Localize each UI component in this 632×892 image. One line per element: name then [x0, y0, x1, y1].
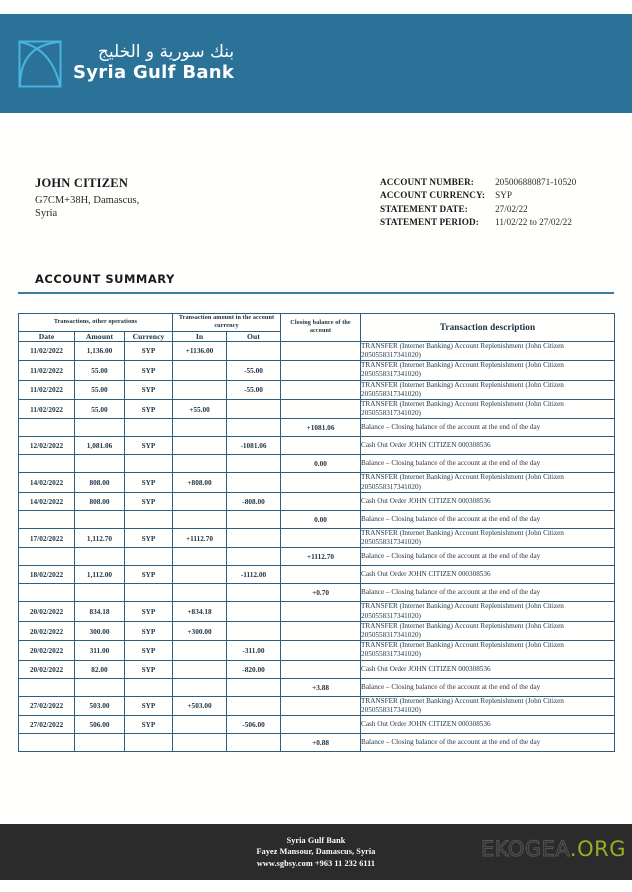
account-info-labels: [380, 176, 485, 230]
account-currency-value: SYP: [495, 190, 512, 201]
cell-currency: SYP: [125, 400, 173, 419]
cell-description: Balance – Closing balance of the account at the end of the day: [361, 678, 615, 696]
cell-description: Cash Out Order JOHN CITIZEN 000308536: [361, 716, 615, 734]
transactions-table: [18, 313, 615, 752]
cell-currency: SYP: [125, 361, 173, 380]
cell-out: [227, 602, 281, 621]
cell-in: [173, 492, 227, 510]
cell-date: 27/02/2022: [19, 696, 75, 715]
cell-amount: 1,081.06: [75, 437, 125, 455]
cell-in: [173, 455, 227, 473]
cell-description: TRANSFER (Internet Banking) Account Replenishment (John Citizen 2050558317341020): [361, 528, 615, 547]
customer-address: [35, 194, 335, 222]
cell-balance: [281, 473, 361, 492]
statement-date-value: 27/02/22: [495, 203, 528, 214]
cell-amount: [75, 455, 125, 473]
cell-balance: [281, 437, 361, 455]
cell-out: -55.00: [227, 380, 281, 399]
cell-balance: [281, 716, 361, 734]
table-body: [19, 341, 615, 751]
cell-amount: 506.00: [75, 716, 125, 734]
cell-amount: 808.00: [75, 492, 125, 510]
cell-currency: [125, 419, 173, 437]
cell-amount: 808.00: [75, 473, 125, 492]
cell-date: [19, 678, 75, 696]
cell-in: +834.18: [173, 602, 227, 621]
cell-in: [173, 566, 227, 584]
cell-out: [227, 528, 281, 547]
table-row: [19, 584, 615, 602]
cell-balance: +1081.06: [281, 419, 361, 437]
cell-amount: [75, 510, 125, 528]
cell-in: +300.00: [173, 621, 227, 640]
cell-date: 20/02/2022: [19, 641, 75, 660]
cell-description: Balance – Closing balance of the account at the end of the day: [361, 419, 615, 437]
cell-balance: +0.88: [281, 734, 361, 752]
cell-out: [227, 678, 281, 696]
cell-currency: [125, 584, 173, 602]
cell-amount: 1,112.00: [75, 566, 125, 584]
cell-out: -808.00: [227, 492, 281, 510]
cell-currency: SYP: [125, 641, 173, 660]
table-row: [19, 473, 615, 492]
cell-out: -506.00: [227, 716, 281, 734]
cell-currency: SYP: [125, 528, 173, 547]
cell-description: TRANSFER (Internet Banking) Account Replenishment (John Citizen 2050558317341020): [361, 696, 615, 715]
cell-balance: [281, 528, 361, 547]
bank-logo: [18, 40, 234, 88]
cell-description: TRANSFER (Internet Banking) Account Replenishment (John Citizen 2050558317341020): [361, 361, 615, 380]
cell-date: 27/02/2022: [19, 716, 75, 734]
cell-date: [19, 510, 75, 528]
cell-out: [227, 341, 281, 360]
cell-date: [19, 455, 75, 473]
cell-amount: 55.00: [75, 361, 125, 380]
cell-date: [19, 584, 75, 602]
cell-balance: [281, 621, 361, 640]
header-amount: Amount: [75, 331, 125, 341]
cell-date: 20/02/2022: [19, 602, 75, 621]
watermark-primary: EKOGEA: [480, 837, 570, 861]
cell-in: [173, 584, 227, 602]
cell-out: -1112.00: [227, 566, 281, 584]
cell-description: Cash Out Order JOHN CITIZEN 000308536: [361, 660, 615, 678]
table-row: [19, 361, 615, 380]
bank-header-bar: [0, 14, 632, 113]
cell-currency: SYP: [125, 437, 173, 455]
table-row: [19, 566, 615, 584]
cell-description: TRANSFER (Internet Banking) Account Replenishment (John Citizen 2050558317341020): [361, 602, 615, 621]
cell-date: 14/02/2022: [19, 473, 75, 492]
cell-amount: 55.00: [75, 400, 125, 419]
header-amount-currency-group: Transaction amount in the account currency: [173, 314, 281, 332]
cell-amount: 82.00: [75, 660, 125, 678]
cell-description: TRANSFER (Internet Banking) Account Replenishment (John Citizen 2050558317341020): [361, 473, 615, 492]
bank-name-latin: Syria Gulf Bank: [73, 62, 235, 84]
cell-description: Cash Out Order JOHN CITIZEN 000308536: [361, 566, 615, 584]
statement-info-row: [0, 176, 632, 230]
cell-amount: [75, 678, 125, 696]
table-row: [19, 437, 615, 455]
cell-balance: [281, 660, 361, 678]
cell-in: [173, 641, 227, 660]
cell-date: 11/02/2022: [19, 341, 75, 360]
cell-description: TRANSFER (Internet Banking) Account Replenishment (John Citizen 2050558317341020): [361, 380, 615, 399]
cell-currency: SYP: [125, 492, 173, 510]
cell-currency: [125, 734, 173, 752]
account-number-value: 205006880871-10520: [495, 177, 577, 187]
cell-date: [19, 419, 75, 437]
cell-currency: SYP: [125, 473, 173, 492]
cell-currency: SYP: [125, 341, 173, 360]
footer-contact: [257, 835, 376, 870]
table-row: [19, 660, 615, 678]
cell-amount: 311.00: [75, 641, 125, 660]
cell-balance: +3.88: [281, 678, 361, 696]
cell-balance: [281, 566, 361, 584]
table-row: [19, 380, 615, 399]
cell-in: [173, 419, 227, 437]
statement-period-value: 11/02/22 to 27/02/22: [495, 217, 572, 228]
cell-currency: SYP: [125, 380, 173, 399]
transactions-table-wrap: [18, 313, 614, 752]
header-in: In: [173, 331, 227, 341]
cell-currency: SYP: [125, 660, 173, 678]
section-divider: [18, 292, 614, 294]
cell-date: 11/02/2022: [19, 361, 75, 380]
cell-date: 17/02/2022: [19, 528, 75, 547]
bank-name-block: [73, 43, 234, 84]
cell-date: 20/02/2022: [19, 621, 75, 640]
header-date: Date: [19, 331, 75, 341]
table-row: [19, 400, 615, 419]
table-row: [19, 341, 615, 360]
cell-balance: [281, 400, 361, 419]
cell-description: Balance – Closing balance of the account at the end of the day: [361, 734, 615, 752]
header-closing-balance: Closing balance of the account: [281, 314, 361, 342]
cell-description: TRANSFER (Internet Banking) Account Replenishment (John Citizen 2050558317341020): [361, 621, 615, 640]
account-summary-title: ACCOUNT SUMMARY: [35, 272, 175, 286]
cell-out: [227, 548, 281, 566]
table-group-header-row: [19, 314, 615, 332]
cell-in: +1112.70: [173, 528, 227, 547]
cell-in: +1136.00: [173, 341, 227, 360]
cell-out: [227, 400, 281, 419]
statement-period-label: STATEMENT PERIOD:: [380, 217, 479, 228]
cell-amount: [75, 419, 125, 437]
cell-balance: [281, 602, 361, 621]
table-row: [19, 510, 615, 528]
cell-currency: [125, 548, 173, 566]
cell-date: 20/02/2022: [19, 660, 75, 678]
statement-date-label: STATEMENT DATE:: [380, 203, 468, 214]
cell-out: [227, 419, 281, 437]
table-row: [19, 548, 615, 566]
table-row: [19, 419, 615, 437]
cell-in: [173, 380, 227, 399]
cell-currency: SYP: [125, 696, 173, 715]
cell-amount: [75, 734, 125, 752]
cell-in: [173, 548, 227, 566]
table-row: [19, 716, 615, 734]
cell-description: Balance – Closing balance of the account at the end of the day: [361, 510, 615, 528]
cell-in: [173, 361, 227, 380]
footer-address: Fayez Mansour, Damascus, Syria: [256, 847, 376, 857]
cell-amount: 55.00: [75, 380, 125, 399]
cell-amount: [75, 584, 125, 602]
cell-balance: +1112.70: [281, 548, 361, 566]
cell-balance: [281, 361, 361, 380]
cell-balance: [281, 492, 361, 510]
table-row: [19, 621, 615, 640]
account-info-block: [380, 176, 576, 230]
cell-amount: 1,136.00: [75, 341, 125, 360]
cell-out: [227, 473, 281, 492]
table-row: [19, 641, 615, 660]
cell-out: -311.00: [227, 641, 281, 660]
footer-bar: [0, 824, 632, 880]
cell-out: [227, 510, 281, 528]
header-out: Out: [227, 331, 281, 341]
cell-out: [227, 696, 281, 715]
cell-in: +503.00: [173, 696, 227, 715]
header-transaction-description: Transaction description: [361, 314, 615, 342]
cell-out: [227, 621, 281, 640]
cell-out: -1081.06: [227, 437, 281, 455]
cell-description: Cash Out Order JOHN CITIZEN 000308536: [361, 492, 615, 510]
cell-in: [173, 734, 227, 752]
cell-balance: [281, 341, 361, 360]
customer-address-line1: G7CM+38H, Damascus,: [35, 194, 140, 206]
cell-out: [227, 584, 281, 602]
cell-date: 11/02/2022: [19, 400, 75, 419]
watermark-suffix: .ORG: [569, 837, 626, 861]
cell-currency: [125, 678, 173, 696]
cell-in: [173, 716, 227, 734]
cell-in: +55.00: [173, 400, 227, 419]
cell-balance: [281, 641, 361, 660]
cell-description: Balance – Closing balance of the account at the end of the day: [361, 548, 615, 566]
table-row: [19, 455, 615, 473]
cell-amount: 300.00: [75, 621, 125, 640]
cell-in: +808.00: [173, 473, 227, 492]
cell-balance: [281, 380, 361, 399]
cell-date: [19, 734, 75, 752]
table-row: [19, 696, 615, 715]
cell-description: Cash Out Order JOHN CITIZEN 000308536: [361, 437, 615, 455]
cell-in: [173, 510, 227, 528]
account-number-label: ACCOUNT NUMBER:: [380, 177, 474, 187]
header-transactions-group: Transactions, other operations: [19, 314, 173, 332]
customer-name: JOHN CITIZEN: [35, 176, 129, 190]
cell-date: 18/02/2022: [19, 566, 75, 584]
table-row: [19, 734, 615, 752]
syria-gulf-bank-logo-icon: [18, 40, 62, 88]
cell-amount: 1,112.70: [75, 528, 125, 547]
header-currency: Currency: [125, 331, 173, 341]
cell-in: [173, 660, 227, 678]
cell-currency: [125, 510, 173, 528]
bank-name-arabic: بنك سورية و الخليج: [97, 41, 235, 62]
cell-in: [173, 437, 227, 455]
cell-out: [227, 734, 281, 752]
account-currency-label: ACCOUNT CURRENCY:: [380, 190, 486, 201]
cell-date: 11/02/2022: [19, 380, 75, 399]
cell-description: Balance – Closing balance of the account at the end of the day: [361, 584, 615, 602]
cell-balance: +0.70: [281, 584, 361, 602]
cell-out: -55.00: [227, 361, 281, 380]
cell-date: 12/02/2022: [19, 437, 75, 455]
cell-currency: SYP: [125, 621, 173, 640]
cell-balance: 0.00: [281, 455, 361, 473]
cell-amount: 834.18: [75, 602, 125, 621]
customer-block: [35, 176, 335, 230]
cell-balance: [281, 696, 361, 715]
cell-currency: SYP: [125, 566, 173, 584]
watermark: [481, 839, 626, 860]
cell-balance: 0.00: [281, 510, 361, 528]
cell-date: [19, 548, 75, 566]
footer-bank-name: Syria Gulf Bank: [286, 835, 346, 845]
cell-description: TRANSFER (Internet Banking) Account Replenishment (John Citizen 2050558317341020): [361, 400, 615, 419]
footer-web-phone: www.sgbsy.com +963 11 232 6111: [256, 858, 376, 868]
table-header: [19, 314, 615, 342]
cell-out: -820.00: [227, 660, 281, 678]
cell-currency: SYP: [125, 716, 173, 734]
cell-in: [173, 678, 227, 696]
table-row: [19, 528, 615, 547]
table-row: [19, 602, 615, 621]
cell-amount: [75, 548, 125, 566]
cell-description: Balance – Closing balance of the account at the end of the day: [361, 455, 615, 473]
customer-address-line2: Syria: [35, 208, 58, 220]
cell-out: [227, 455, 281, 473]
cell-description: TRANSFER (Internet Banking) Account Replenishment (John Citizen 2050558317341020): [361, 341, 615, 360]
table-row: [19, 492, 615, 510]
account-info-values: [495, 176, 576, 230]
table-row: [19, 678, 615, 696]
cell-currency: [125, 455, 173, 473]
cell-date: 14/02/2022: [19, 492, 75, 510]
cell-currency: SYP: [125, 602, 173, 621]
cell-description: TRANSFER (Internet Banking) Account Replenishment (John Citizen 2050558317341020): [361, 641, 615, 660]
cell-amount: 503.00: [75, 696, 125, 715]
